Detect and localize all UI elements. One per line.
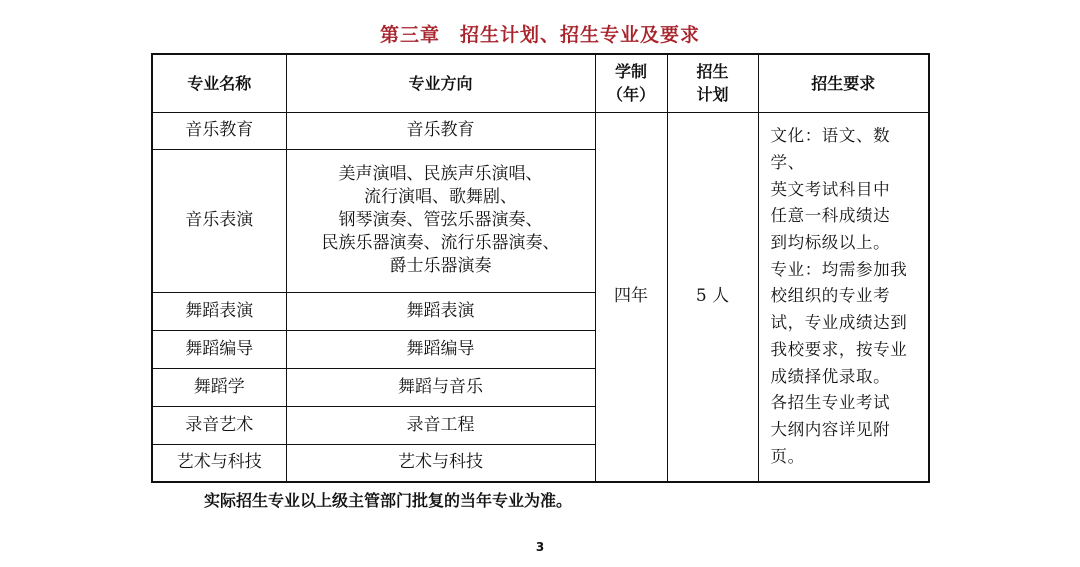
requirements-line: 我校要求，按专业 bbox=[770, 339, 908, 359]
header-major-name: 专业名称 bbox=[152, 54, 286, 112]
direction-line: 美声演唱、民族声乐演唱、 bbox=[338, 164, 543, 185]
major-cell: 音乐教育 bbox=[152, 112, 286, 149]
table-header-row bbox=[152, 54, 929, 112]
direction-cell bbox=[286, 149, 595, 292]
major-cell: 录音艺术 bbox=[152, 406, 286, 444]
footnote: 实际招生专业以上级主管部门批复的当年专业为准。 bbox=[204, 491, 573, 510]
requirements-line: 英文考试科目中 bbox=[770, 179, 891, 199]
major-cell: 舞蹈表演 bbox=[152, 292, 286, 330]
header-duration-line1: 学制 bbox=[614, 62, 647, 82]
requirements-cell bbox=[758, 112, 929, 482]
requirements-line: 文化：语文、数学、 bbox=[770, 126, 891, 172]
direction-cell: 音乐教育 bbox=[286, 112, 595, 149]
direction-line: 民族乐器演奏、流行乐器演奏、 bbox=[321, 232, 560, 253]
direction-line: 钢琴演奏、管弦乐器演奏、 bbox=[338, 210, 543, 231]
requirements-line: 到均标级以上。 bbox=[770, 232, 891, 252]
direction-cell: 舞蹈表演 bbox=[286, 292, 595, 330]
direction-cell: 舞蹈与音乐 bbox=[286, 368, 595, 406]
requirements-line: 各招生专业考试 bbox=[770, 393, 891, 413]
page-number: 3 bbox=[535, 540, 545, 554]
plan-cell: 5 人 bbox=[667, 112, 758, 482]
header-plan-line2: 计划 bbox=[696, 85, 729, 105]
major-cell: 舞蹈学 bbox=[152, 368, 286, 406]
requirements-line: 大纲内容详见附 bbox=[770, 419, 891, 439]
requirements-line: 成绩择优录取。 bbox=[770, 366, 891, 386]
direction-line: 爵士乐器演奏 bbox=[389, 255, 492, 276]
header-plan bbox=[667, 54, 758, 112]
header-plan-line1: 招生 bbox=[696, 62, 729, 82]
header-direction: 专业方向 bbox=[286, 54, 595, 112]
requirements-line: 校组织的专业考 bbox=[770, 286, 891, 306]
header-duration bbox=[595, 54, 667, 112]
duration-cell: 四年 bbox=[595, 112, 667, 482]
header-duration-line2: （年） bbox=[606, 85, 655, 105]
major-cell: 舞蹈编导 bbox=[152, 330, 286, 368]
direction-line: 流行演唱、歌舞剧、 bbox=[364, 187, 517, 208]
header-requirements: 招生要求 bbox=[758, 54, 929, 112]
major-cell: 音乐表演 bbox=[152, 149, 286, 292]
direction-cell: 舞蹈编导 bbox=[286, 330, 595, 368]
table-row bbox=[152, 112, 929, 149]
requirements-line: 任意一科成绩达 bbox=[770, 206, 891, 226]
requirements-line: 页。 bbox=[770, 446, 805, 466]
direction-cell: 录音工程 bbox=[286, 406, 595, 444]
requirements-line: 专业：均需参加我 bbox=[770, 259, 908, 279]
major-cell: 艺术与科技 bbox=[152, 444, 286, 482]
enrollment-plan-table bbox=[151, 53, 930, 483]
requirements-line: 试，专业成绩达到 bbox=[770, 313, 908, 333]
direction-cell: 艺术与科技 bbox=[286, 444, 595, 482]
chapter-title: 第三章 招生计划、招生专业及要求 bbox=[379, 24, 700, 46]
